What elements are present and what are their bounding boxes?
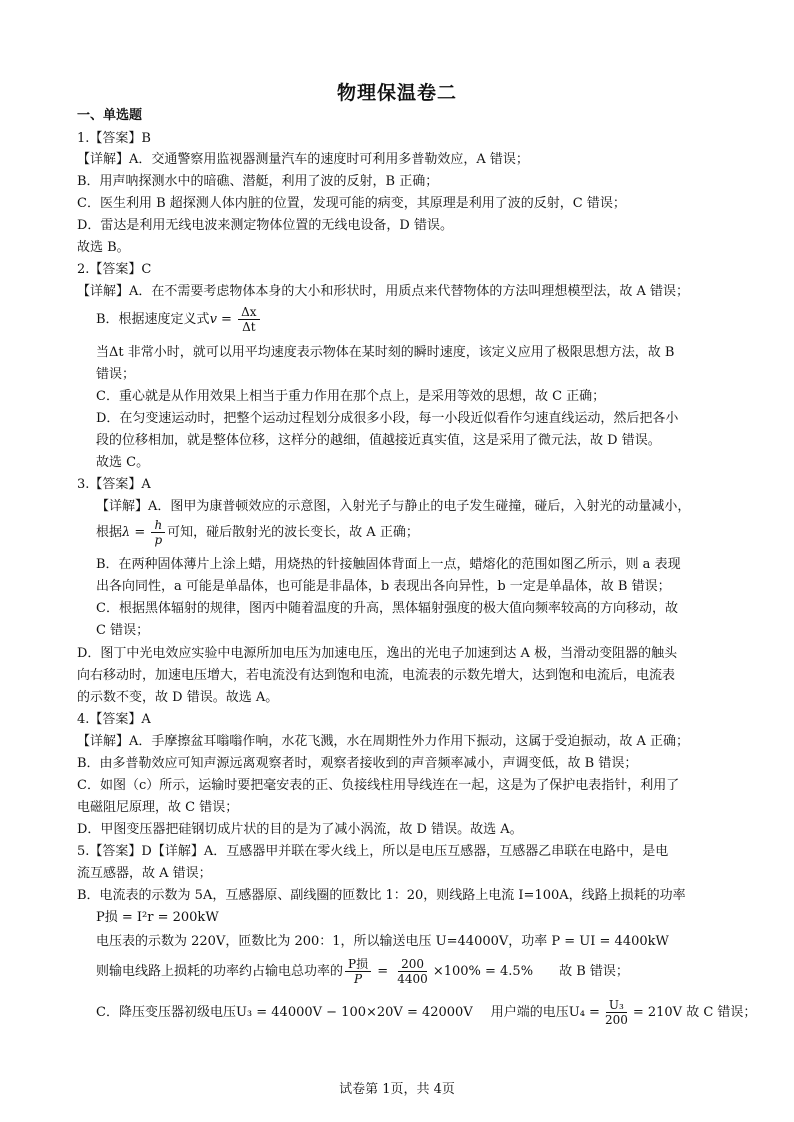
q4-line: B．由多普勒效应可知声源远离观察者时，观察者接收到的声音频率减小，声调变低，故 B 错误； <box>77 756 638 771</box>
q1-line: 故选 B。 <box>77 240 130 255</box>
q5-text: ×100% = 4.5% <box>432 964 534 979</box>
q3-eq: = <box>130 525 150 540</box>
q3-line: 【详解】A．图甲为康普顿效应的示意图，入射光子与静止的电子发生碰撞，碰后，入射光的动量减小， <box>96 499 691 514</box>
q3-formula-line <box>96 516 732 554</box>
section-heading: 一、单选题 <box>77 108 143 123</box>
fraction-denominator: p <box>154 533 163 547</box>
fraction-denominator: Δt <box>242 320 256 334</box>
q3-line: 出各向同性，a 可能是单晶体，也可能是非晶体，b 表现出各向异性，b 一定是单晶体，故 B 错误； <box>96 579 671 594</box>
q5-line: B．电流表的示数为 5A，互感器原、副线圈的匝数比 1：20，则线路上电流 I=100A，线路上损耗的功率 <box>77 888 686 903</box>
q1-line: C．医生利用 B 超探测人体内脏的位置，发现可能的病变，其原理是利用了波的反射，C 错误； <box>77 196 626 211</box>
q5-formula-line <box>96 996 757 1036</box>
q5-text: 则输电线路上损耗的功率约占输电总功率的 <box>96 964 344 979</box>
q2-text: B．根据速度定义式 <box>96 312 210 327</box>
fraction-numerator: Δx <box>238 305 259 320</box>
q5-text: U₄ = <box>568 1005 600 1020</box>
fraction-denominator: 200 <box>604 1013 628 1027</box>
fraction-numerator: h <box>151 518 165 533</box>
q4-line: 【详解】A．手摩擦盆耳嗡嗡作响，水花飞溅，水在周期性外力作用下振动，这属于受迫振动，故 A 正确； <box>77 734 690 749</box>
q2-line: 错误； <box>96 367 136 382</box>
q1-line: B．用声呐探测水中的暗礁、潜艇，利用了波的反射，B 正确； <box>77 174 439 189</box>
fraction-numerator: P损 <box>345 957 371 972</box>
loss-ratio-fraction <box>345 957 371 986</box>
q1-line: 【详解】A．交通警察用监视器测量汽车的速度时可利用多普勒效应，A 错误； <box>77 152 529 167</box>
q5-text: 故 B 错误； <box>559 964 629 979</box>
q2-line: 故选 C。 <box>96 455 150 470</box>
q3-line: 向右移动时，加速电压增大，若电流没有达到饱和电流，电流表的示数先增大，达到饱和电流后，电流表 <box>77 668 676 683</box>
q2-var: v <box>209 312 217 327</box>
fraction-numerator: 200 <box>398 957 427 972</box>
q5-line: 5.【答案】D【详解】A．互感器甲并联在零火线上，所以是电压互感器，互感器乙串联在电路中，是电 <box>77 844 669 859</box>
user-voltage-fraction <box>602 998 631 1027</box>
fraction-denominator: 4400 <box>397 972 428 986</box>
q2-line: 段的位移相加，就是整体位移，这样分的越细，值越接近真实值，这是采用了微元法，故 D 错误。 <box>96 433 661 448</box>
q5-text: = 210V 故 C 错误； <box>632 1005 757 1020</box>
q3-text: 可知，碰后散射光的波长变长，故 A 正确； <box>167 525 419 540</box>
q3-var: λ <box>122 525 131 540</box>
q4-answer: 4.【答案】A <box>77 712 151 727</box>
q3-line: D．图丁中光电效应实验中电源所加电压为加速电压，逸出的光电子加速到达 A 极，当滑动变阻器的触头 <box>77 646 678 661</box>
q3-line: C 错误； <box>96 623 150 638</box>
wavelength-fraction <box>151 518 165 547</box>
q2-formula-line <box>96 305 732 339</box>
velocity-fraction <box>238 305 259 334</box>
q3-answer: 3.【答案】A <box>77 477 151 492</box>
q4-line: C．如图（c）所示，运输时要把毫安表的正、负接线柱用导线连在一起，这是为了保护电表指针，利用了 <box>77 778 680 793</box>
q2-eq: = <box>216 312 237 327</box>
q5-formula-line <box>96 955 732 993</box>
q5-eq: = <box>373 964 393 979</box>
q5-line: P损 = I²r = 200kW <box>96 910 219 925</box>
fraction-denominator: P <box>354 972 363 986</box>
page-title: 物理保温卷二 <box>336 82 457 104</box>
fraction-numerator: U₃ <box>606 998 627 1013</box>
q3-line: B．在两种固体薄片上涂上蜡，用烧热的针接触固体背面上一点，蜡熔化的范围如图乙所示，则 a 表现 <box>96 557 681 572</box>
loss-value-fraction <box>394 957 431 986</box>
q5-line: 电压表的示数为 220V，匝数比为 200：1，所以输送电压 U=44000V，功率 P = UI = 4400kW <box>96 934 669 949</box>
q1-line: D．雷达是利用无线电波来测定物体位置的无线电设备，D 错误。 <box>77 218 453 233</box>
q3-line: C．根据黑体辐射的规律，图丙中随着温度的升高，黑体辐射强度的极大值向频率较高的方向移动，故 <box>96 601 678 616</box>
q2-line: C．重心就是从作用效果上相当于重力作用在那个点上，是采用等效的思想，故 C 正确； <box>96 389 606 404</box>
q2-line: 当Δt 非常小时，就可以用平均速度表示物体在某时刻的瞬时速度，该定义应用了极限思想方法，故 B <box>96 345 675 360</box>
q2-answer: 2.【答案】C <box>77 262 152 277</box>
q2-line: D．在匀变速运动时，把整个运动过程划分成很多小段，每一小段近似看作匀速直线运动，然后把各小 <box>96 411 679 426</box>
q5-line: 流互感器，故 A 错误； <box>77 866 212 881</box>
q1-answer: 1.【答案】B <box>77 131 151 146</box>
q4-line: D．甲图变压器把硅钢切成片状的目的是为了减小涡流，故 D 错误。故选 A。 <box>77 822 523 837</box>
q2-line: 【详解】A．在不需要考虑物体本身的大小和形状时，用质点来代替物体的方法叫理想模型法，故 A 错误； <box>77 284 690 299</box>
q5-text: U₃ = 44000V − 100×20V = 42000V <box>235 1005 473 1020</box>
q4-line: 电磁阻尼原理，故 C 错误； <box>77 800 239 815</box>
page-footer: 试卷第 1页，共 4页 <box>339 1082 455 1097</box>
q3-line: 的示数不变，故 D 错误。故选 A。 <box>77 690 279 705</box>
q5-text: 用户端的电压 <box>490 1005 569 1020</box>
q5-text: C．降压变压器初级电压 <box>96 1005 236 1020</box>
q3-text: 根据 <box>96 525 123 540</box>
